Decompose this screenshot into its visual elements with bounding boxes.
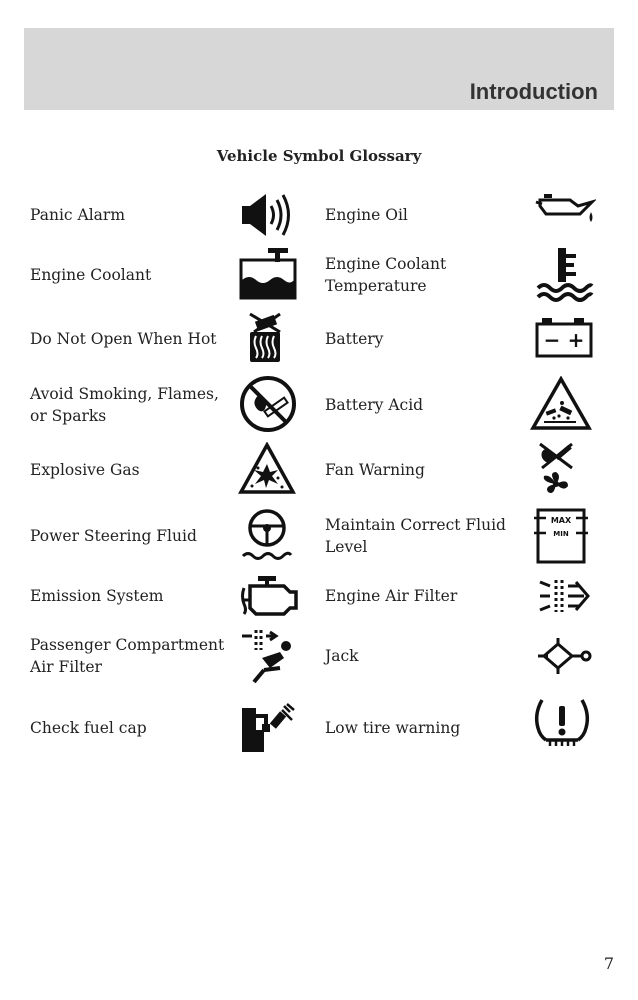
symbol-label: Avoid Smoking, Flames, or Sparks	[30, 385, 219, 425]
fan-warning-icon	[536, 442, 580, 498]
symbol-label: Low tire warning	[325, 719, 461, 737]
glossary-row	[0, 626, 638, 686]
symbol-label: Battery Acid	[325, 396, 424, 414]
explosive-gas-icon	[238, 442, 296, 496]
symbol-label: Emission System	[30, 587, 164, 605]
glossary-row	[0, 374, 638, 436]
coolant-temperature-icon	[534, 246, 594, 302]
symbol-label: Fan Warning	[325, 461, 425, 479]
section-title: Introduction	[469, 79, 598, 104]
svg-text:−: −	[543, 328, 561, 352]
engine-oil-icon	[534, 192, 596, 228]
svg-text:MIN: MIN	[553, 530, 569, 538]
fuel-cap-icon	[240, 702, 298, 754]
glossary-row	[0, 246, 638, 304]
symbol-label: Engine Coolant	[30, 266, 152, 284]
power-steering-fluid-icon	[240, 508, 294, 564]
symbol-label: Engine Air Filter	[325, 587, 458, 605]
engine-coolant-icon	[238, 246, 298, 302]
symbol-label: Do Not Open When Hot	[30, 330, 217, 348]
svg-text:MAX: MAX	[550, 516, 572, 525]
fluid-level-icon	[532, 508, 590, 566]
glossary-row	[0, 442, 638, 498]
symbol-label: Passenger Compartment Air Filter	[30, 636, 225, 676]
symbol-label: Jack	[325, 647, 359, 665]
battery-acid-icon	[530, 376, 592, 432]
symbol-label: Battery	[325, 330, 384, 348]
glossary-row	[0, 700, 638, 756]
jack-icon	[534, 636, 596, 676]
glossary-row	[0, 190, 638, 240]
panic-alarm-icon	[238, 190, 298, 240]
symbol-label: Explosive Gas	[30, 461, 140, 479]
glossary-row	[0, 574, 638, 618]
glossary-row	[0, 506, 638, 566]
symbol-label: Engine Coolant Temperature	[325, 255, 447, 295]
cabin-air-filter-icon	[240, 628, 296, 686]
emission-system-icon	[240, 574, 300, 616]
battery-icon	[534, 316, 594, 360]
symbol-label: Panic Alarm	[30, 206, 126, 224]
no-smoking-icon	[238, 374, 298, 434]
glossary-row	[0, 312, 638, 366]
glossary-title: Vehicle Symbol Glossary	[216, 147, 422, 165]
do-not-open-hot-icon	[240, 312, 290, 366]
page-number: 7	[603, 954, 614, 973]
low-tire-warning-icon	[532, 694, 592, 750]
symbol-label: Check fuel cap	[30, 719, 147, 737]
engine-air-filter-icon	[536, 574, 594, 616]
symbol-label: Engine Oil	[325, 206, 408, 224]
symbol-label: Power Steering Fluid	[30, 527, 197, 545]
svg-text:+: +	[567, 328, 585, 352]
symbol-label: Maintain Correct Fluid Level	[325, 516, 506, 556]
